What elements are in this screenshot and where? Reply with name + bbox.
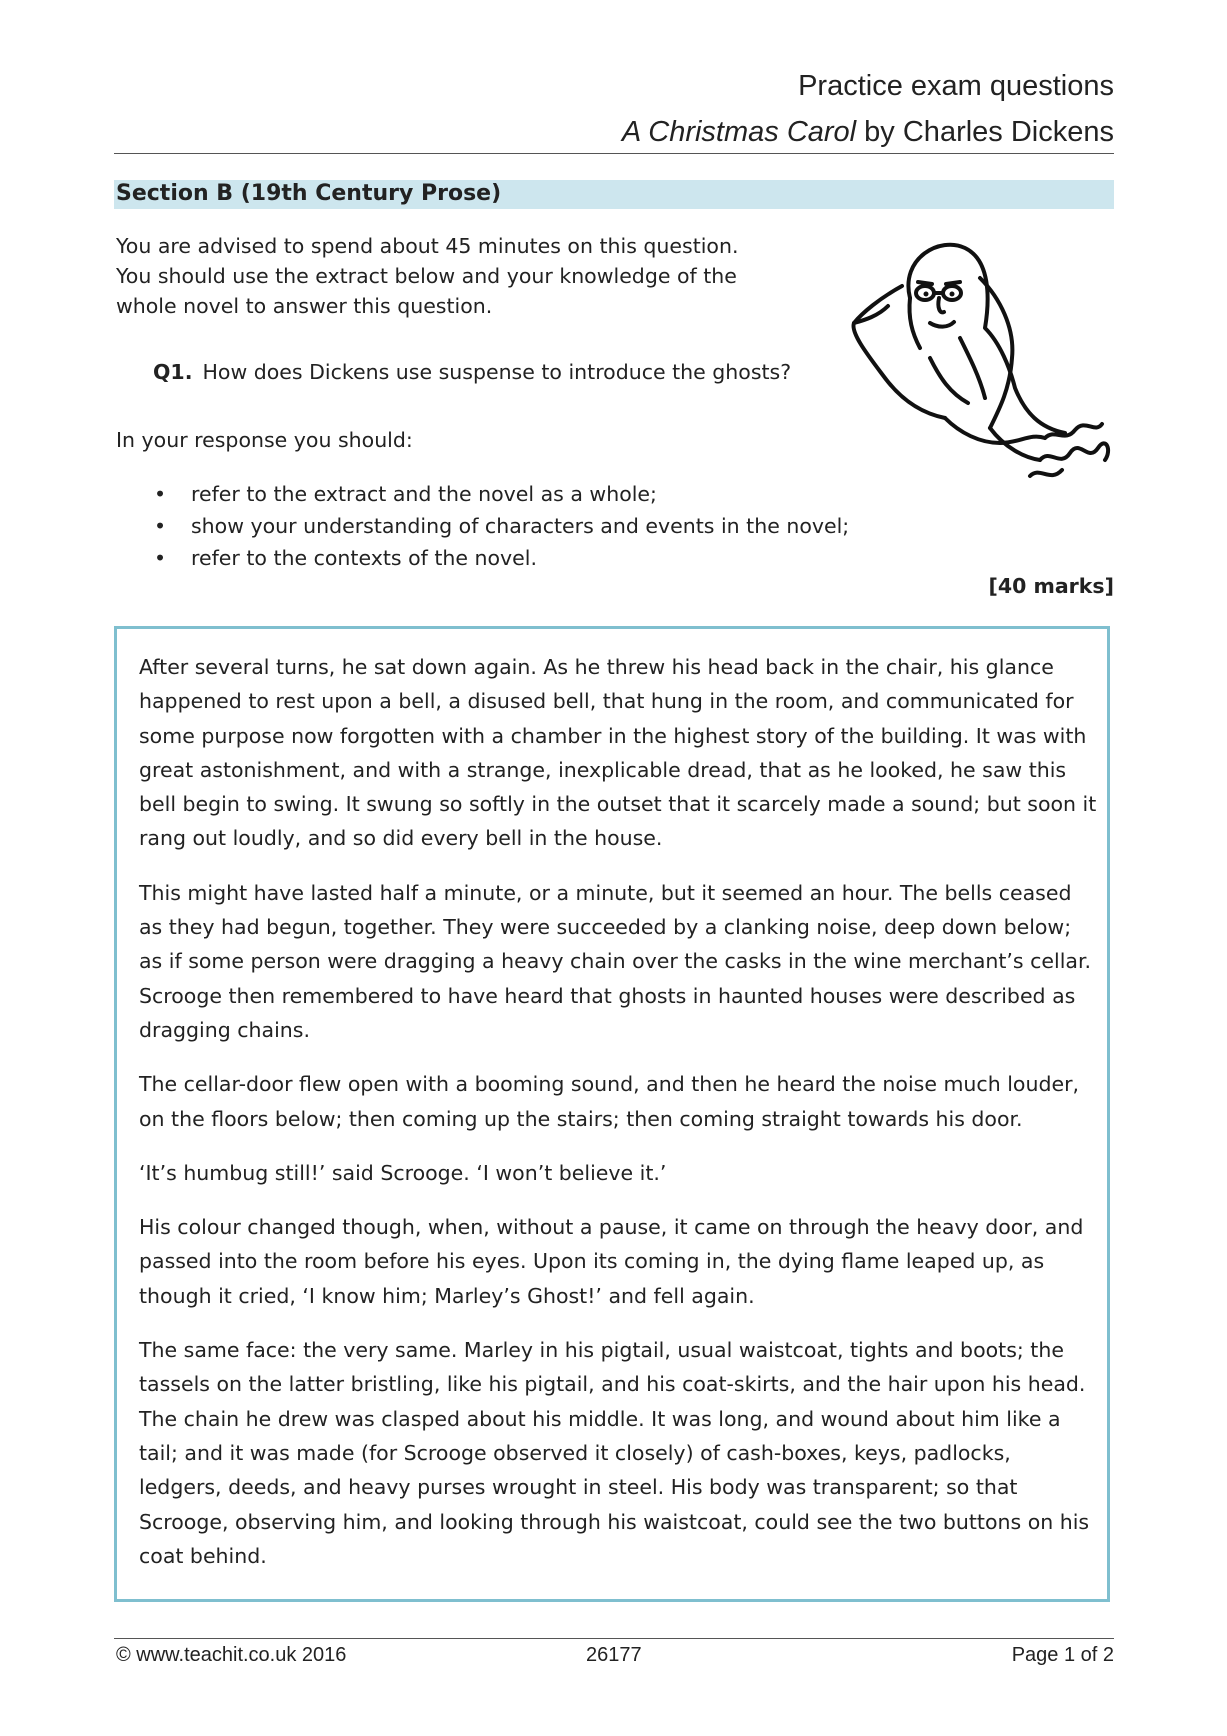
question-number: Q1. [153,360,193,384]
footer-divider [114,1638,1114,1639]
response-lead: In your response you should: [116,428,413,452]
footer-copyright: © www.teachit.co.uk 2016 [116,1644,347,1666]
extract-paragraph: His colour changed though, when, without a pause, it came on through the heavy door, and passed into the room before his eyes. Upon its coming in, the dying flame leaped up, as though it cried, ‘I know him; Marley’s Ghost!’ and fell again. [139,1215,1084,1308]
bullet-icon: • [154,514,167,538]
marks-label: [40 marks] [988,574,1114,598]
bullet-item [116,542,849,574]
extract-paragraph: The same face: the very same. Marley in his pigtail, usual waistcoat, tights and boots; the tassels on the latter bristling, like his pigtail, and his coat-skirts, and the hair upon his head. The chain he drew was clasped about his middle. It was long, and wound about him like a tail; and it was made (for Scrooge observed it closely) of cash-boxes, keys, padlocks, ledgers, deeds, and heavy purses wrought in steel. His body was transparent; so that Scrooge, observing him, and looking through his waistcoat, could see the two buttons on his coat behind. [139,1338,1090,1568]
extract-paragraph: The cellar-door flew open with a booming sound, and then he heard the noise much louder, on the floors below; then coming up the stairs; then coming straight towards his door. [139,1072,1080,1131]
extract-text [139,650,1099,1593]
bullet-item [116,510,849,542]
footer-page-number: Page 1 of 2 [1011,1644,1114,1666]
header-title [622,116,1114,149]
section-title: Section B (19th Century Prose) [116,181,502,206]
bullet-icon: • [154,482,167,506]
instruction-line: whole novel to answer this question. [116,294,493,318]
extract-paragraph: This might have lasted half a minute, or a minute, but it seemed an hour. The bells ceased as they had begun, together. They were succeeded by a clanking noise, deep down below; as if some person were dragging a heavy chain over the casks in the wine merchant’s cellar. Scrooge then remembered to have heard that ghosts in haunted houses were described as dragging chains. [139,880,1092,1042]
question [153,360,791,384]
bullet-text: refer to the contexts of the novel. [191,546,538,570]
ghost-icon [840,238,1120,508]
bullet-item [116,478,849,510]
footer-code: 26177 [586,1644,642,1666]
extract-paragraph: ‘It’s humbug still!’ said Scrooge. ‘I won’t believe it.’ [139,1160,667,1185]
header-subtitle: Practice exam questions [798,70,1114,102]
bullet-icon: • [154,546,167,570]
bullet-text: refer to the extract and the novel as a whole; [191,482,657,506]
extract-paragraph: After several turns, he sat down again. As he threw his head back in the chair, his glance happened to rest upon a bell, a disused bell, that hung in the room, and communicated for some purpose now forgotten with a chamber in the highest story of the building. It was with great astonishment, and with a strange, inexplicable dread, that as he looked, he saw this bell begin to swing. It swung so softly in the outset that it scarcely made a sound; but soon it rang out loudly, and so did every bell in the house. [139,655,1097,851]
book-author: by Charles Dickens [856,116,1114,148]
bullet-text: show your understanding of characters and events in the novel; [191,514,850,538]
header-divider [114,153,1114,154]
book-title: A Christmas Carol [621,116,857,148]
instruction-line: You are advised to spend about 45 minutes on this question. [116,234,739,258]
instruction-line: You should use the extract below and your knowledge of the [116,264,737,288]
question-text: How does Dickens use suspense to introduce the ghosts? [202,360,792,384]
instructions [116,231,776,321]
response-bullet-list [116,478,849,574]
